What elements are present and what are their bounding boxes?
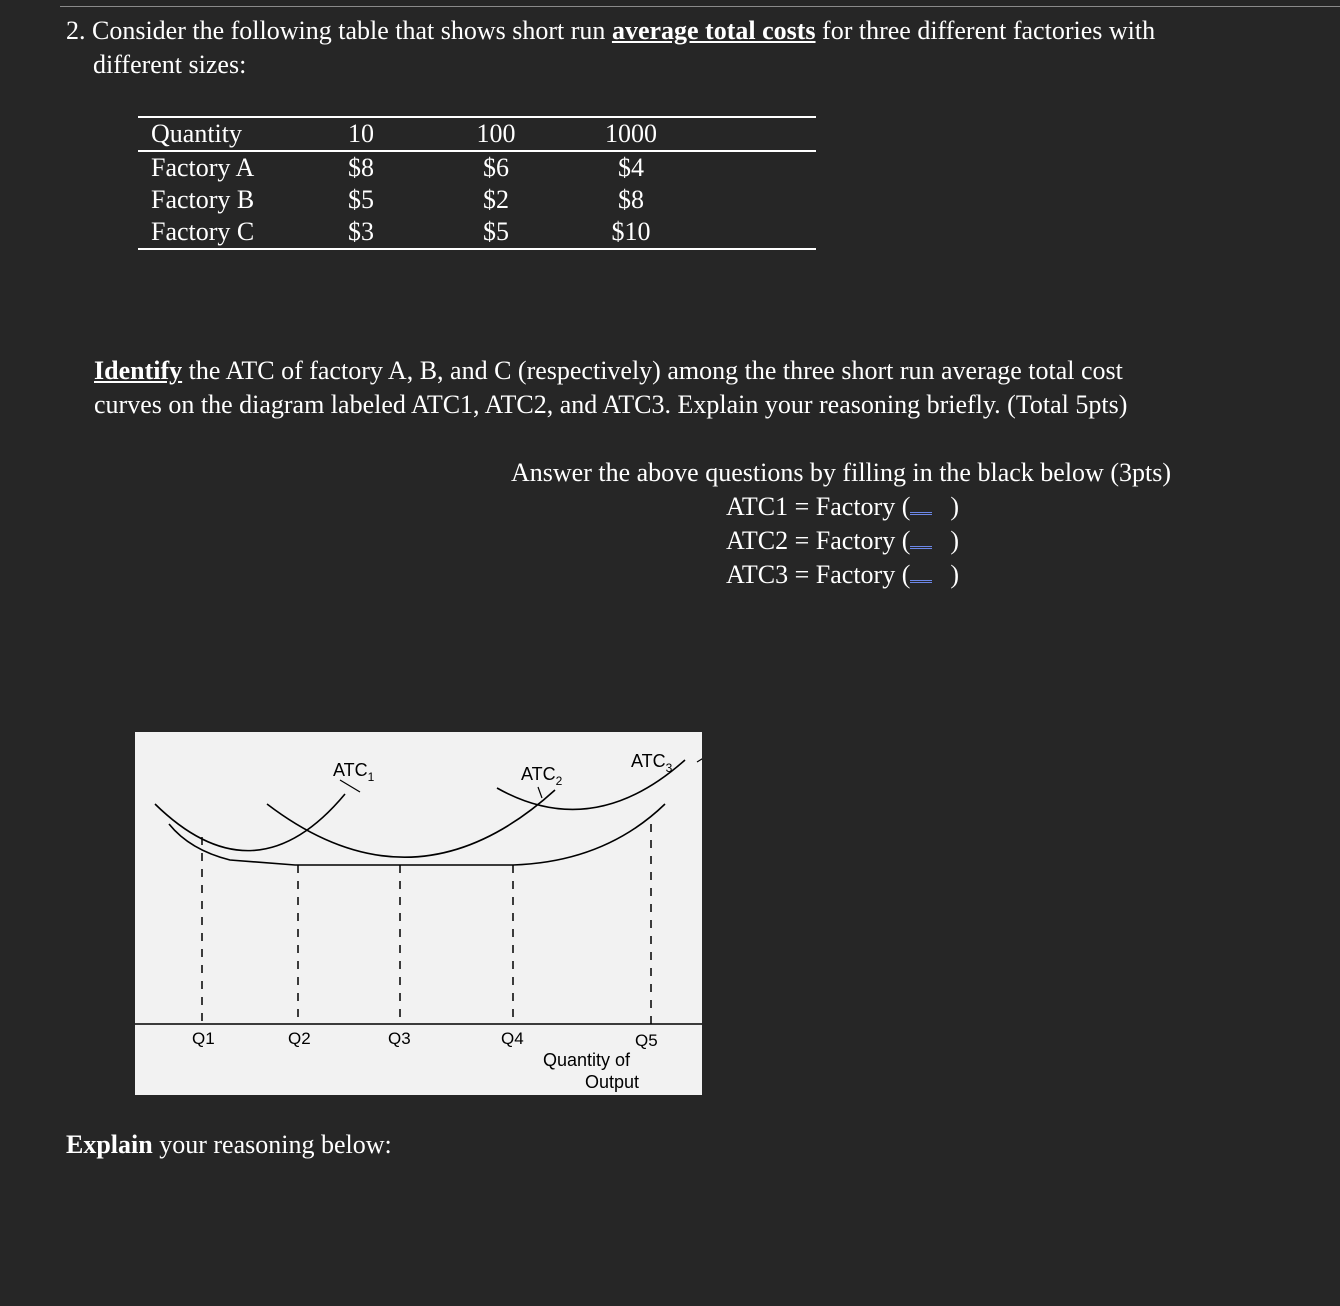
answer-blank[interactable] [910, 528, 932, 549]
question-number: 2. [66, 16, 86, 45]
top-divider [60, 6, 1340, 7]
x-axis-label-line2: Output [585, 1072, 640, 1092]
answer-blank[interactable] [910, 494, 932, 515]
table-row [138, 151, 816, 184]
header-qty: 100 [406, 117, 586, 151]
label-atc2: $ATC_2$ [521, 764, 563, 788]
tick-q4: Q4 [501, 1029, 524, 1048]
table-cell: $5 [348, 185, 374, 214]
question-line-1: 2. Consider the following table that shows short run average total costs for three different factories with [66, 16, 1156, 45]
table-cell: $4 [618, 153, 644, 182]
table-header-row [138, 117, 816, 151]
table-cell: $10 [586, 216, 676, 249]
tick-q5: Q5 [635, 1031, 658, 1050]
header-label: Quantity [138, 117, 316, 151]
tick-q3: Q3 [388, 1029, 411, 1048]
table-cell: $8 [618, 185, 644, 214]
identify-instructions: Identify the ATC of factory A, B, and C (respectively) among the three short run average total cost curves on the diagram labeled ATC1, ATC2, and ATC3. Explain your reasoning briefly. (Total 5pts) [94, 356, 1128, 419]
answer-line-atc2: ATC2 = Factory ( ) [726, 526, 960, 555]
answer-line-atc3: ATC3 = Factory ( ) [726, 560, 960, 589]
question-emphasis: average total costs [611, 16, 816, 45]
row-label: Factory B [151, 185, 255, 214]
atc-chart [135, 732, 702, 1095]
label-atc3: $ATC_3$ [631, 751, 673, 775]
cost-table [138, 116, 816, 250]
explain-prompt: Explain your reasoning below: [66, 1130, 392, 1159]
table-row [138, 184, 816, 216]
row-label: Factory A [151, 153, 255, 182]
table-row [138, 216, 816, 249]
label-atc1: $ATC_1$ [333, 760, 375, 784]
question-line-2: different sizes: [93, 50, 247, 79]
x-axis-label-line1: Quantity of [543, 1050, 631, 1070]
table-cell: $2 [483, 185, 509, 214]
row-label: Factory C [138, 216, 316, 249]
table-cell: $5 [406, 216, 586, 249]
tick-q2: Q2 [288, 1029, 311, 1048]
table-cell: $3 [316, 216, 406, 249]
table-cell: $6 [483, 153, 509, 182]
answer-line-atc1: ATC1 = Factory ( ) [726, 492, 960, 521]
header-qty: 1000 [586, 117, 676, 151]
chart-background [135, 732, 702, 1095]
header-qty: 10 [316, 117, 406, 151]
identify-emphasis: Identify [94, 356, 183, 385]
answer-blank[interactable] [910, 562, 932, 583]
tick-q1: Q1 [192, 1029, 215, 1048]
table-cell: $8 [348, 153, 374, 182]
answer-instructions: Answer the above questions by filling in the black below (3pts) [511, 458, 1171, 487]
